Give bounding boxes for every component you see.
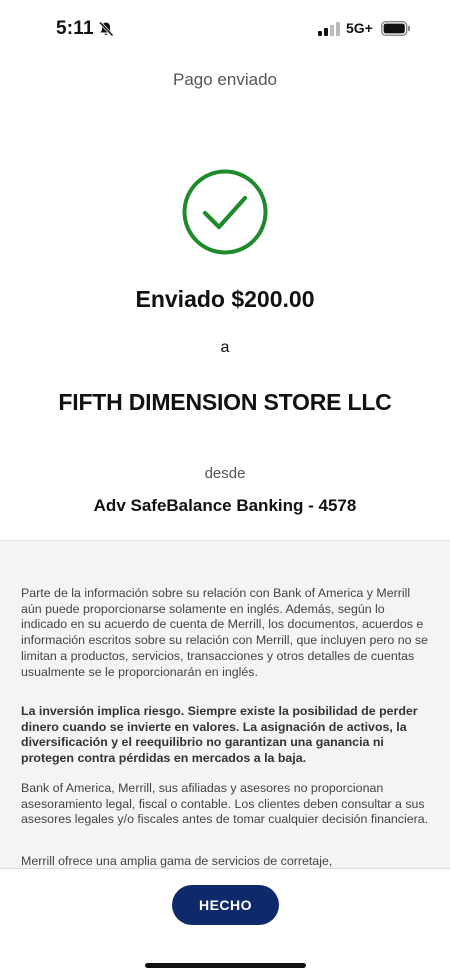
source-account: Adv SafeBalance Banking - 4578 — [93, 496, 357, 515]
done-button[interactable]: HECHO — [172, 885, 279, 925]
footer — [0, 868, 450, 977]
recipient-name: FIFTH DIMENSION STORE LLC — [58, 389, 392, 415]
signal-icon — [318, 22, 340, 41]
bell-slash-icon — [98, 21, 114, 42]
disclaimer-language: Parte de la información sobre su relación con Bank of America y Merrill aún puede proporcionarse solamente en inglés. Además, según lo indicado en su acuerdo de cuenta de Merrill, los documentos, acuerdos e información escritos sobre su relación con Merrill, que incluyen pero no se limitan a productos, servicios, transacciones y otros detalles de cuentas usualmente se le proporcionarán en inglés. — [21, 586, 429, 679]
disclaimer-panel[interactable] — [0, 540, 450, 869]
disclaimer-brokerage: Merrill ofrece una amplia gama de servicios de corretaje, — [21, 854, 333, 868]
check-circle-icon — [182, 169, 268, 260]
to-label: a — [220, 339, 230, 356]
battery-icon — [381, 21, 411, 41]
network-type: 5G+ — [346, 20, 373, 36]
status-bar — [0, 0, 450, 58]
home-indicator[interactable] — [145, 963, 306, 968]
disclaimer-no-advice: Bank of America, Merrill, sus afiliadas y asesores no proporcionan asesoramiento legal, fiscal o contable. Los clientes deben consultar a sus asesores legales y/o fiscales antes de tomar cualquier decisión financiera. — [21, 781, 429, 827]
status-time: 5:11 — [56, 18, 94, 39]
sent-amount: Enviado $200.00 — [135, 286, 315, 312]
from-label: desde — [204, 465, 246, 482]
page-title: Pago enviado — [173, 70, 277, 89]
disclaimer-investment-risk: La inversión implica riesgo. Siempre existe la posibilidad de perder dinero cuando se invierte en valores. La asignación de activos, la diversificación y el reequilibrio no garantizan una ganancia ni protegen contra pérdidas en mercados a la baja. — [21, 704, 418, 766]
